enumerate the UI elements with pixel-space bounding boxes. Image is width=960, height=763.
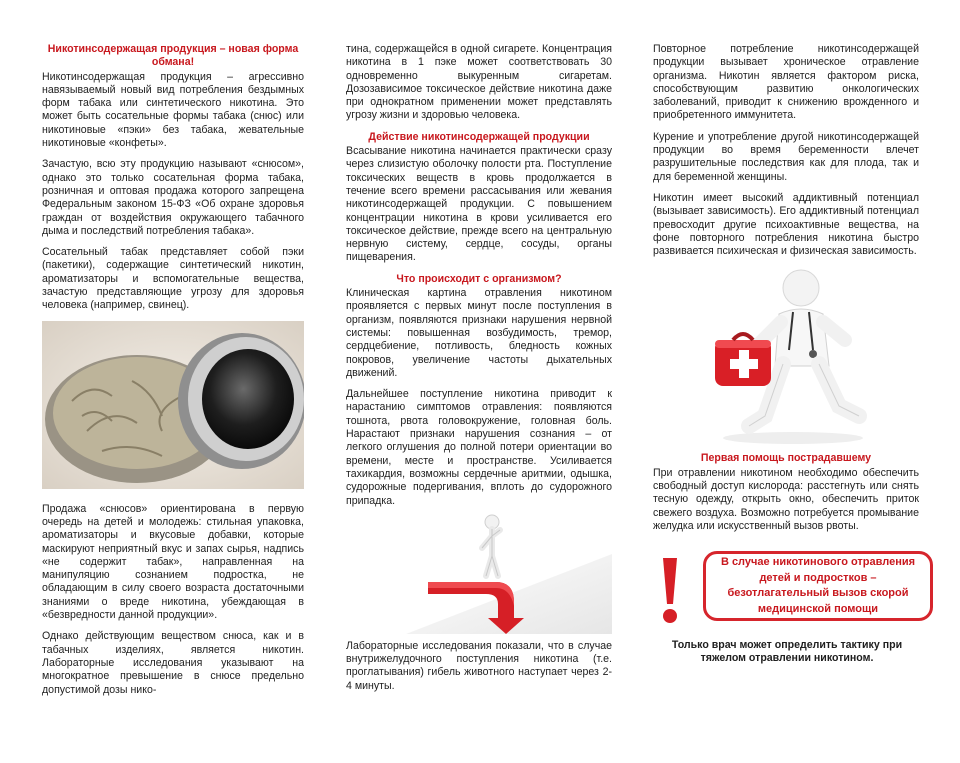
paragraph: Продажа «снюсов» ориентирована в первую очередь на детей и молодежь: стильная упаковка, ароматизаторы и вкусовые добавки, которые маскируют неприятный вкус и запах сырья, надпись «не содержит табак», направленная на манипуляцию сознанием подростка, не обладающим в силу своего возраста достаточными знаниями о вреде никотина, убеждающая в «безвредности данной продукции». (42, 502, 304, 622)
paragraph: Клиническая картина отравления никотином проявляется с первых минут после поступления в организм, появляются признаки нарушения нервной системы: повышенная возбудимость, тремор, сердцебиение, потливость, бледность кожных покровов, увеличение частоты дыхательных движений. (346, 287, 612, 379)
paragraph: Курение и употребление другой никотинсодержащей продукции во время беременности влечет разрушительные последствия как для плода, так и для беременной женщины. (653, 130, 919, 183)
paragraph: Лабораторные исследования показали, что в случае внутрижелудочного поступления никотина (т.е. проглатывания) гибель животного наступает через 2-4 минуты. (346, 639, 612, 692)
section-title: Никотинсодержащая продукция – новая форма обмана! (47, 43, 299, 69)
snus-tin-image (42, 321, 304, 489)
paragraph: Никотин имеет высокий аддиктивный потенциал (вызывает зависимость). Его аддиктивный потенциал превосходит другие психоактивные вещества, на фоне повторного потребления никотина быстро развивается психическая и физическая зависимость. (653, 191, 919, 258)
paragraph: Всасывание никотина начинается практически сразу через слизистую оболочку полости рта. Поступление токсических веществ в кровь продолжается в течение всего времени рассасывания или жевания никотинсодержащей продукции. С повышением концентрации никотина в крови усиливается его токсическое действие, прежде всего на центральную нервную систему, сердце, сосуды, органы пищеварения. (346, 145, 612, 264)
paragraph: Зачастую, всю эту продукцию называют «снюсом», однако это только сосательная форма табака, розничная и оптовая продажа которого запрещена Федеральным законом 15-ФЗ «Об охране здоровья граждан от воздействия окружающего табачного дыма и последствий потребления табака». (42, 158, 304, 237)
section-heading: Действие никотинсодержащей продукции (368, 130, 590, 143)
paragraph: Никотинсодержащая продукция – агрессивно навязываемый новый вид потребления бездымных форм табака или синтетического никотина. Это может быть сосательные формы табака (снюс) или никотиновые «пэки» без табака, жевательные никотиновые «конфеты». (42, 70, 304, 150)
paragraph: Сосательный табак представляет собой пэки (пакетики), содержащие синтетический никотин, ароматизаторы и вспомогательные вещества, зачастую представляющие угрозу для здоровья человека (например, свинец). (42, 246, 304, 312)
section-heading: Что происходит с организмом? (396, 272, 562, 285)
exclamation-icon (655, 556, 685, 626)
column-1 (42, 43, 304, 763)
section-heading: Первая помощь пострадавшему (700, 452, 872, 465)
final-note: Только врач может определить тактику при тяжелом отравлении никотином. (671, 639, 903, 665)
paragraph: Повторное потребление никотинсодержащей продукции вызывает хроническое отравление организма. Никотин является фактором риска, способствующим развитию онкологических заболеваний, приводит к снижению врожденного и приобретенного иммунитета. (653, 43, 919, 122)
falling-arrow-figure-image (346, 514, 612, 634)
paragraph: тина, содержащейся в одной сигарете. Концентрация никотина в 1 пэке может соответствовать 30 одновременно выкуренным сигаретам. Дозозависимое токсическое действие никотина даже при однократном применении может представлять угрозу жизни и здоровью человека. (346, 43, 612, 122)
paragraph: При отравлении никотином необходимо обеспечить свободный доступ кислорода: расстегнуть или снять тесную одежду, открыть окно, обеспечить приток свежего воздуха. Возможно потребуется промывание желудка или искусственный вызов рвоты. (653, 466, 919, 532)
paragraph: Однако действующим веществом снюса, как и в табачных изделиях, является никотин. Лабораторные исследования указывают на многократное превышение в снюсе предельно допустимой дозы нико- (42, 630, 304, 696)
paragraph: Дальнейшее поступление никотина приводит к нарастанию симптомов отравления: появляются тошнота, рвота головокружение, головная боль. Нарастают признаки нарушения сознания – от легкого оглушения до полной потери ориентации во времени, месте и пространстве. Усиливается тахикардия, возможны сердечные аритмии, одышка, судорожные подергивания, вплоть до судорожного припадка. (346, 388, 612, 507)
doctor-with-first-aid-kit-image (653, 266, 919, 446)
emergency-warning-box: В случае никотинового отравления детей и подростков – безотлагательный вызов скорой медицинской помощи (703, 551, 933, 621)
column-2 (346, 43, 612, 763)
